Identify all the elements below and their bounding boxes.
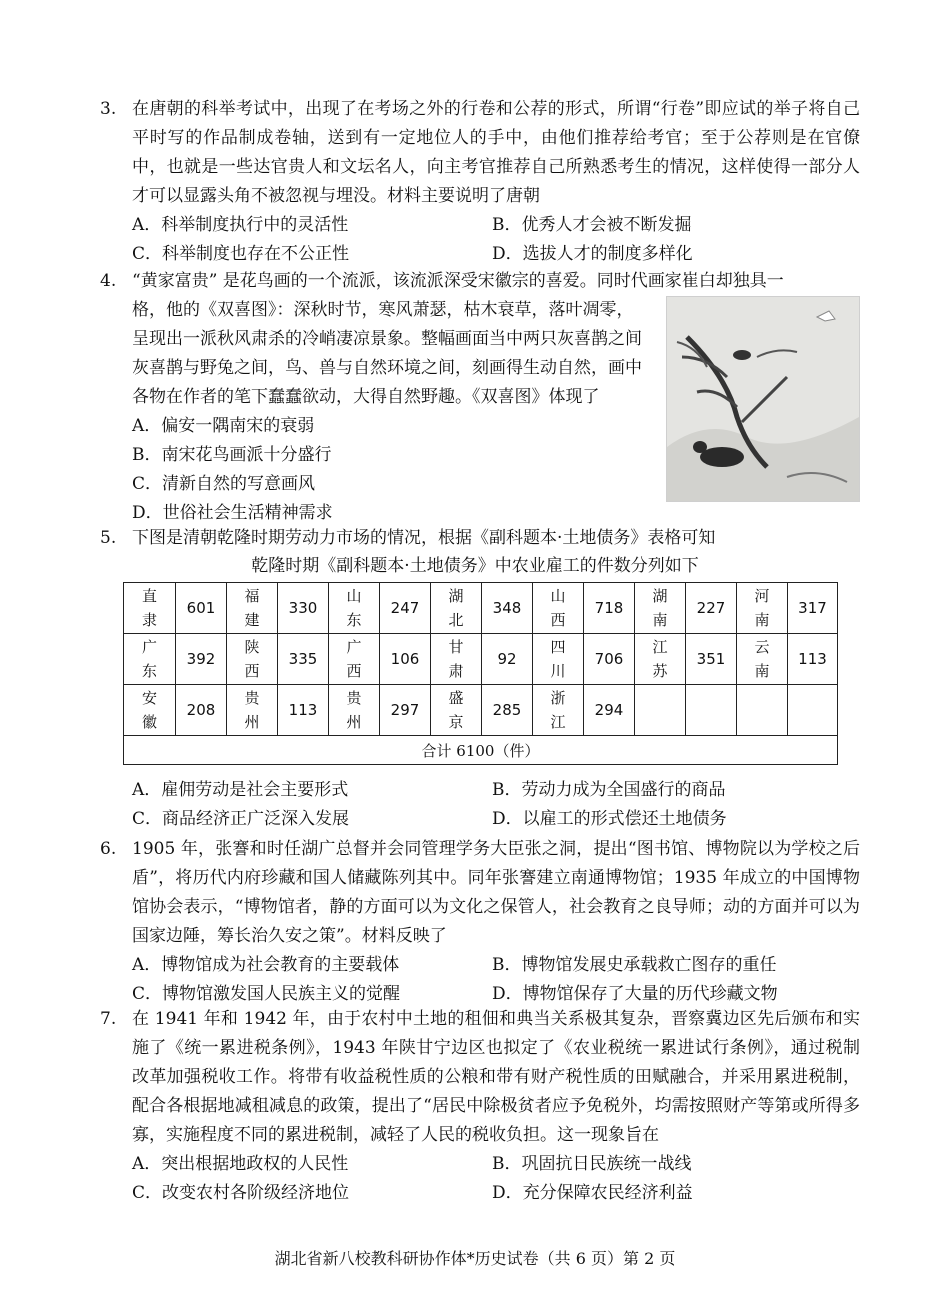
option-d[interactable]: D．充分保障农民经济利益 [492,1183,693,1203]
province-cell [227,685,278,736]
count-cell: 601 [176,583,227,634]
options [132,1150,860,1208]
province-cell [227,634,278,685]
count-cell: 706 [584,634,635,685]
province-cell [329,685,380,736]
question-number: 6. [100,839,117,859]
count-cell: 330 [278,583,329,634]
table-row [124,685,838,736]
province-char: 直 [141,587,157,605]
options [132,211,860,269]
province-char: 云 [754,638,770,656]
option-a[interactable]: A．突出根据地政权的人民性 [132,1154,349,1174]
province-char: 肃 [448,662,464,680]
count-cell: 718 [584,583,635,634]
question-stem-line: 格，他的《双喜图》：深秋时节，寒风萧瑟，枯木衰草，落叶凋零， [132,300,634,320]
count-cell: 351 [686,634,737,685]
province-cell [737,583,788,634]
province-char: 西 [346,662,362,680]
province-char: 浙 [550,689,566,707]
count-cell: 348 [482,583,533,634]
option-c[interactable]: C．科举制度也存在不公正性 [132,244,350,264]
count-cell: 113 [278,685,329,736]
province-cell [635,634,686,685]
table-caption: 乾隆时期《副科题本·土地债务》中农业雇工的件数分列如下 [251,556,699,576]
province-char: 山 [550,587,566,605]
labor-market-table [123,582,838,765]
province-char: 湖 [652,587,668,605]
option-b[interactable]: B．优秀人才会被不断发掘 [492,215,692,235]
count-cell: 92 [482,634,533,685]
province-char: 西 [550,611,566,629]
province-char: 江 [652,638,668,656]
province-cell [227,583,278,634]
province-char: 京 [448,713,464,731]
question-stem-line: “黄家富贵” 是花鸟画的一个流派，该流派深受宋徽宗的喜爱。同时代画家崔白却独具一 [132,271,784,291]
table-row [124,583,838,634]
province-cell [329,634,380,685]
count-cell: 285 [482,685,533,736]
option-d[interactable]: D．博物馆保存了大量的历代珍藏文物 [492,984,778,1004]
shuangxi-painting-image [666,296,860,502]
option-c[interactable]: C．改变农村各阶级经济地位 [132,1183,350,1203]
count-cell: 113 [788,634,838,685]
province-cell [431,583,482,634]
province-char: 川 [550,662,566,680]
option-d[interactable]: D．选拔人才的制度多样化 [492,244,693,264]
province-char: 湖 [448,587,464,605]
province-char: 盛 [448,689,464,707]
table-row [124,634,838,685]
question-stem: 在唐朝的科举考试中，出现了在考场之外的行卷和公荐的形式，所谓“行卷”即应试的举子将自己平时写的作品制成卷轴，送到有一定地位人的手中，由他们推荐给考官；至于公荐则是在官僚中，也就是一些达官贵人和文坛名人，向主考官推荐自己所熟悉考生的情况，这样使得一部分人才可以显露头角不被忽视与埋没。材料主要说明了唐朝 [132,99,860,206]
option-b[interactable]: B．博物馆发展史承载救亡图存的重任 [492,955,777,975]
question-3 [100,95,860,269]
province-char: 州 [244,713,260,731]
option-b[interactable]: B．南宋花鸟画派十分盛行 [132,445,332,465]
province-cell [431,634,482,685]
province-char: 贵 [244,689,260,707]
province-char: 南 [652,611,668,629]
province-cell [431,685,482,736]
question-number: 4. [100,271,117,291]
province-cell [737,634,788,685]
option-a[interactable]: A．偏安一隅南宋的衰弱 [132,416,315,436]
province-char: 河 [754,587,770,605]
question-5 [100,524,860,553]
count-cell: 106 [380,634,431,685]
option-a[interactable]: A．雇佣劳动是社会主要形式 [132,780,349,800]
province-char: 东 [346,611,362,629]
province-char: 南 [754,662,770,680]
province-cell [635,583,686,634]
table-total: 合计 6100（件） [124,736,838,765]
count-cell [635,685,686,736]
province-char: 福 [244,587,260,605]
province-char: 广 [346,638,362,656]
province-cell [533,685,584,736]
province-cell [533,634,584,685]
count-cell [788,685,838,736]
question-stem: 在 1941 年和 1942 年，由于农村中土地的租佃和典当关系极其复杂，晋察冀边区先后颁布和实施了《统一累进税条例》，1943 年陕甘宁边区也拟定了《农业税统一累进试行条例》，通过税制改革加强税收工作。将带有收益税性质的公粮和带有财产税性质的田赋融合，并采用累进税制，配合各根据地减租减息的政策，提出了“居民中除极贫者应予免税外，均需按照财产等第或所得多寡，实施程度不同的累进税制，减轻了人民的税收负担。这一现象旨在 [132,1009,860,1145]
province-char: 隶 [141,611,157,629]
province-cell [533,583,584,634]
province-char: 甘 [448,638,464,656]
option-c[interactable]: C．商品经济正广泛深入发展 [132,809,350,829]
province-cell [124,583,176,634]
province-char: 州 [346,713,362,731]
question-7 [100,1005,860,1208]
province-char: 北 [448,611,464,629]
count-cell: 247 [380,583,431,634]
province-char: 徽 [141,713,157,731]
question-stem: 下图是清朝乾隆时期劳动力市场的情况，根据《副科题本·土地债务》表格可知 [132,528,716,548]
option-a[interactable]: A．博物馆成为社会教育的主要载体 [132,955,400,975]
options [132,951,860,1009]
question-6 [100,835,860,1009]
province-char: 贵 [346,689,362,707]
province-cell [124,685,176,736]
count-cell: 208 [176,685,227,736]
province-char: 广 [141,638,157,656]
count-cell: 294 [584,685,635,736]
province-cell [329,583,380,634]
question-number: 3. [100,99,117,119]
province-char: 苏 [652,662,668,680]
question-stem: 1905 年，张謇和时任湖广总督并会同管理学务大臣张之洞，提出“图书馆、博物院以为学校之后盾”，将历代内府珍藏和国人储藏陈列其中。同年张謇建立南通博物馆；1935 年成立的中国博物馆协会表示，“博物馆者，静的方面可以为文化之保管人，社会教育之良导师；动的方面并可以为国家边陲，筹长治久安之策”。材料反映了 [132,839,860,946]
province-char: 建 [244,611,260,629]
question-stem-line: 各物在作者的笔下蠢蠢欲动，大得自然野趣。《双喜图》体现了 [132,387,600,407]
page-footer: 湖北省新八校教科研协作体*历史试卷（共 6 页）第 2 页 [274,1249,676,1268]
province-char: 陕 [244,638,260,656]
option-d[interactable]: D．世俗社会生活精神需求 [132,503,333,523]
question-5-options [100,776,860,834]
option-a[interactable]: A．科举制度执行中的灵活性 [132,215,349,235]
options [132,776,860,834]
count-cell: 317 [788,583,838,634]
province-char: 江 [550,713,566,731]
question-number: 5. [100,528,117,548]
province-char: 安 [141,689,157,707]
province-char: 山 [346,587,362,605]
option-c[interactable]: C．清新自然的写意画风 [132,474,316,494]
province-char: 西 [244,662,260,680]
option-c[interactable]: C．博物馆激发国人民族主义的觉醒 [132,984,401,1004]
province-char: 南 [754,611,770,629]
province-char: 四 [550,638,566,656]
province-char: 东 [141,662,157,680]
count-cell [686,685,737,736]
question-stem-line: 灰喜鹊与野兔之间，鸟、兽与自然环境之间，刻画得生动自然，画中 [132,358,642,378]
option-b[interactable]: B．巩固抗日民族统一战线 [492,1154,692,1174]
count-cell: 227 [686,583,737,634]
count-cell [737,685,788,736]
question-stem-line: 呈现出一派秋风肃杀的冷峭凄凉景象。整幅画面当中两只灰喜鹊之间 [132,329,642,349]
count-cell: 392 [176,634,227,685]
count-cell: 335 [278,634,329,685]
count-cell: 297 [380,685,431,736]
province-cell [124,634,176,685]
option-b[interactable]: B．劳动力成为全国盛行的商品 [492,780,726,800]
question-number: 7. [100,1009,117,1029]
option-d[interactable]: D．以雇工的形式偿还土地债务 [492,809,727,829]
